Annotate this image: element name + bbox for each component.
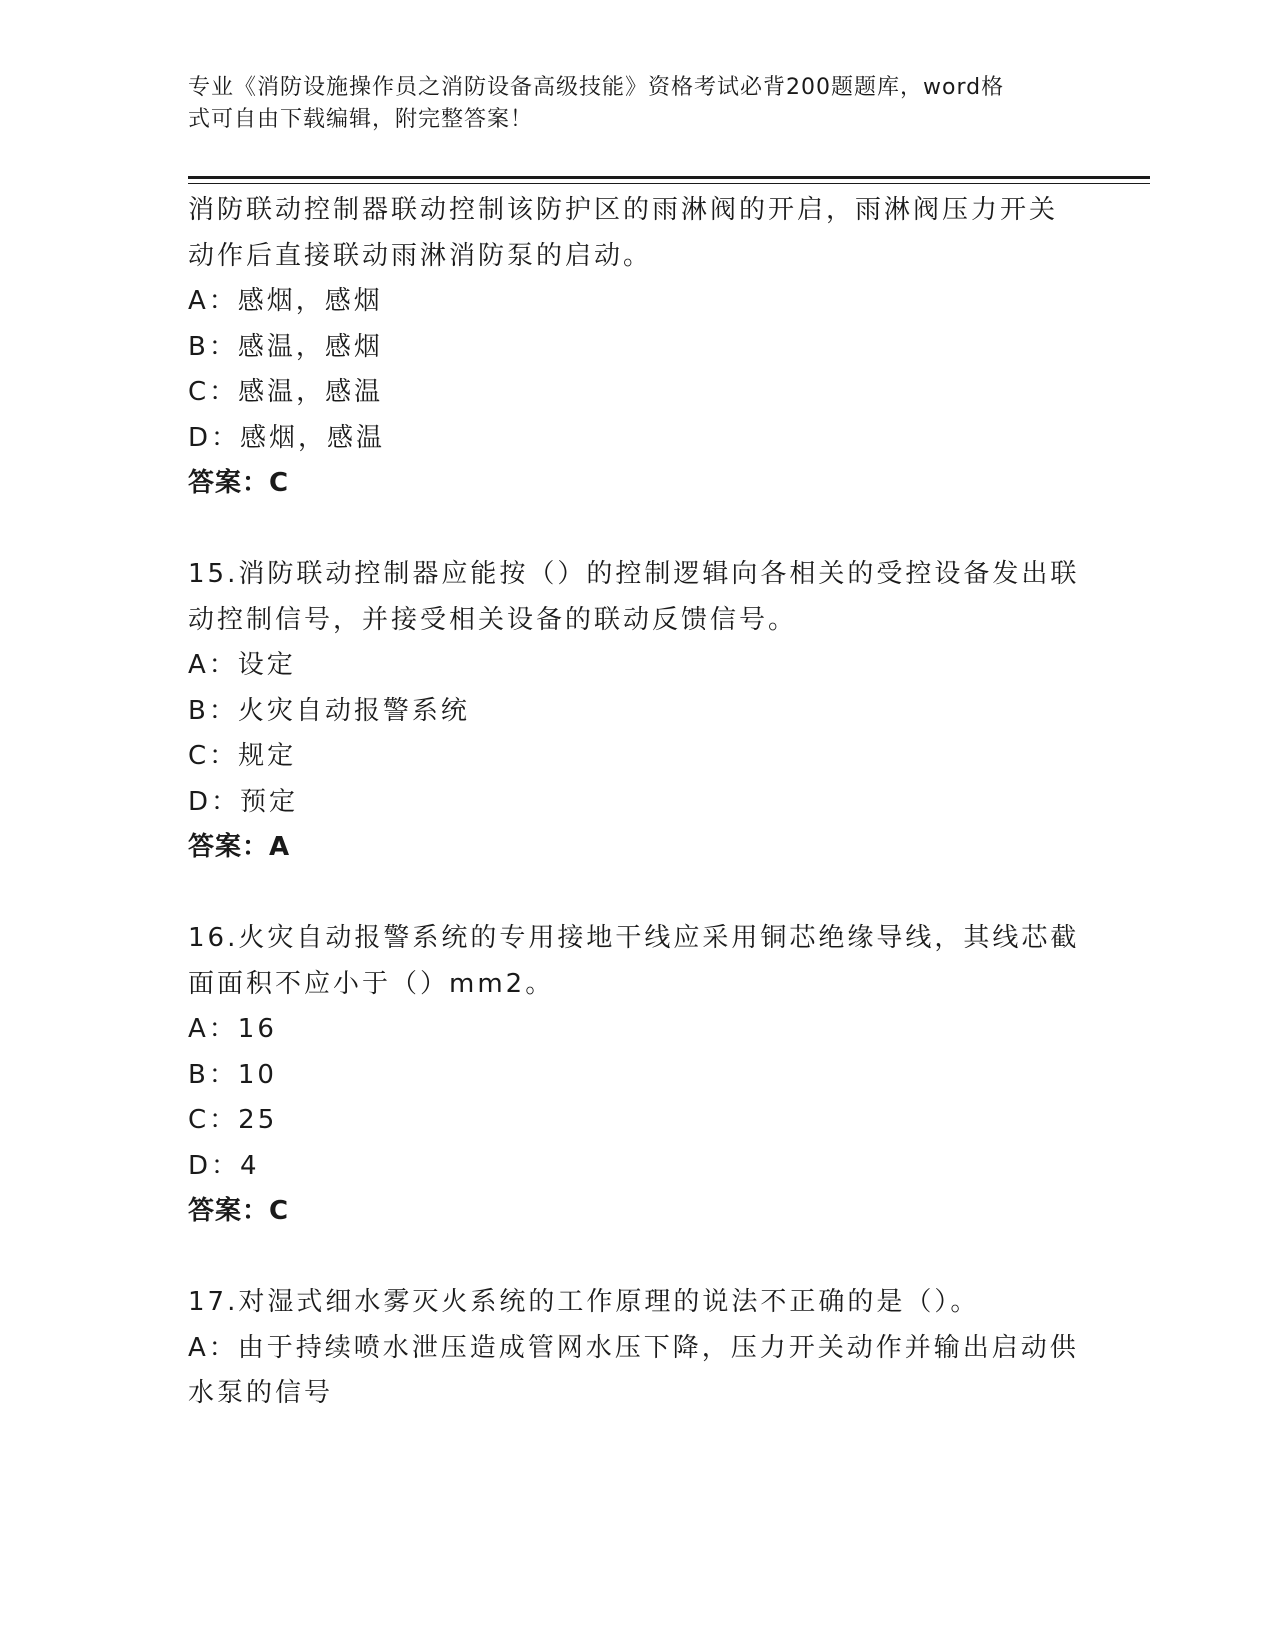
question-17: [188, 1280, 1088, 1417]
option-d: D：预定: [188, 786, 299, 817]
option-d: D：感烟，感温: [188, 422, 386, 453]
question-stem-line: 动控制信号，并接受相关设备的联动反馈信号。: [188, 604, 798, 635]
header-divider-thick: [188, 176, 1150, 179]
question-stem-line: 15.消防联动控制器应能按（）的控制逻辑向各相关的受控设备发出联: [188, 559, 1080, 589]
document-header: [188, 72, 1068, 136]
option-a-continuation: 水泵的信号: [188, 1378, 334, 1408]
question-spacer: [188, 871, 1088, 917]
header-line-2: 式可自由下载编辑，附完整答案！: [188, 107, 534, 132]
question-stem-line: 16.火灾自动报警系统的专用接地干线应采用铜芯绝缘导线，其线芯截: [188, 923, 1080, 953]
option-a: A：感烟，感烟: [188, 286, 383, 316]
header-divider-thin: [188, 183, 1150, 184]
option-d: D：4: [188, 1150, 260, 1181]
question-stem-line: 17.对湿式细水雾灭火系统的工作原理的说法不正确的是（）。: [188, 1287, 980, 1317]
option-b: B：10: [188, 1059, 277, 1090]
option-a: A：由于持续喷水泄压造成管网水压下降，压力开关动作并输出启动供: [188, 1332, 1079, 1363]
option-b: B：感温，感烟: [188, 331, 383, 362]
question-15: [188, 552, 1088, 871]
question-stem-line: 消防联动控制器联动控制该防护区的雨淋阀的开启，雨淋阀压力开关: [188, 195, 1059, 225]
question-stem-line: 动作后直接联动雨淋消防泵的启动。: [188, 240, 653, 271]
answer-line: 答案：A: [188, 832, 291, 862]
question-14: [188, 188, 1088, 507]
question-spacer: [188, 507, 1088, 553]
question-list: [188, 188, 1088, 1417]
option-c: C：感温，感温: [188, 377, 384, 407]
option-c: C：规定: [188, 741, 297, 771]
answer-line: 答案：C: [188, 1196, 290, 1226]
option-c: C：25: [188, 1105, 278, 1135]
option-a: A：16: [188, 1014, 277, 1044]
answer-line: 答案：C: [188, 468, 290, 498]
option-a: A：设定: [188, 650, 296, 680]
header-line-1: 专业《消防设施操作员之消防设备高级技能》资格考试必背200题题库，word格: [188, 75, 1005, 100]
option-b: B：火灾自动报警系统: [188, 695, 470, 726]
question-16: [188, 916, 1088, 1235]
question-spacer: [188, 1235, 1088, 1281]
question-stem-line: 面面积不应小于（）mm2。: [188, 968, 555, 999]
